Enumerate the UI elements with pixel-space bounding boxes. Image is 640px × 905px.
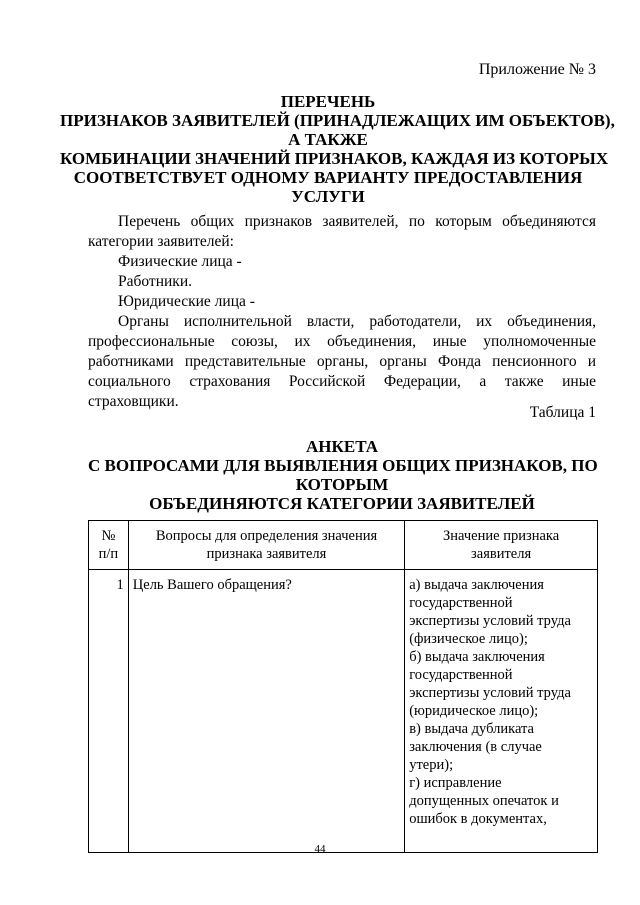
document-title: [60, 92, 615, 206]
questionnaire-title: [88, 437, 596, 513]
row-number: 1: [89, 570, 129, 853]
category-legal-entities: Юридические лица -: [118, 293, 255, 310]
questionnaire-title-line: ОБЪЕДИНЯЮТСЯ КАТЕГОРИИ ЗАЯВИТЕЛЕЙ: [149, 494, 535, 513]
legal-entities-description: Органы исполнительной власти, работодатели, их объединения, профессиональные союзы, их объединения, иные уполномоченные работниками представительные органы, органы Фонда пенсионного и социального страхования Российской Федерации, а также иные страховщики.: [88, 313, 596, 410]
title-line: СООТВЕТСТВУЕТ ОДНОМУ ВАРИАНТУ ПРЕДОСТАВЛЕНИЯ: [73, 168, 583, 187]
row-question: Цель Вашего обращения?: [128, 570, 404, 853]
intro-paragraph: Перечень общих признаков заявителей, по которым объединяются категории заявителей:: [88, 213, 596, 250]
header-question: Вопросы для определения значения признака заявителя: [128, 521, 404, 570]
answer-line: экспертизы условий труда: [409, 613, 571, 629]
title-line: УСЛУГИ: [291, 187, 365, 206]
answer-line: а) выдача заключения: [409, 577, 544, 593]
title-line: А ТАКЖЕ: [288, 130, 368, 149]
row-answers: [405, 570, 598, 853]
answer-line: заключения (в случае: [409, 739, 542, 755]
questionnaire-title-line: АНКЕТА: [306, 437, 378, 456]
header-number: № п/п: [89, 521, 129, 570]
title-line: ПРИЗНАКОВ ЗАЯВИТЕЛЕЙ (ПРИНАДЛЕЖАЩИХ ИМ ОБЪЕКТОВ),: [60, 111, 615, 130]
answer-line: в) выдача дубликата: [409, 721, 534, 737]
questionnaire-title-line: КОТОРЫМ: [295, 475, 389, 494]
appendix-label: Приложение № 3: [478, 61, 596, 78]
answer-line: государственной: [409, 595, 513, 611]
answer-line: утери);: [409, 757, 454, 773]
answer-line: допущенных опечаток и: [409, 793, 559, 809]
page-number: 44: [314, 843, 326, 855]
questionnaire-table: [88, 520, 598, 853]
answer-line: экспертизы условий труда: [409, 685, 571, 701]
answer-line: (физическое лицо);: [409, 631, 528, 647]
category-individuals: Физические лица -: [118, 253, 242, 270]
table-label: Таблица 1: [529, 404, 596, 421]
title-line: ПЕРЕЧЕНЬ: [280, 92, 376, 111]
answer-line: государственной: [409, 667, 513, 683]
answer-line: (юридическое лицо);: [409, 703, 539, 719]
table-header-row: [89, 521, 598, 570]
questionnaire-title-line: С ВОПРОСАМИ ДЛЯ ВЫЯВЛЕНИЯ ОБЩИХ ПРИЗНАКОВ, ПО: [88, 456, 598, 475]
answer-line: б) выдача заключения: [409, 649, 545, 665]
header-value: Значение признака заявителя: [405, 521, 598, 570]
table-row: [89, 570, 598, 853]
answer-line: г) исправление: [409, 775, 502, 791]
title-line: КОМБИНАЦИИ ЗНАЧЕНИЙ ПРИЗНАКОВ, КАЖДАЯ ИЗ КОТОРЫХ: [60, 149, 609, 168]
category-workers: Работники.: [118, 273, 192, 290]
answer-line: ошибок в документах,: [409, 811, 547, 827]
